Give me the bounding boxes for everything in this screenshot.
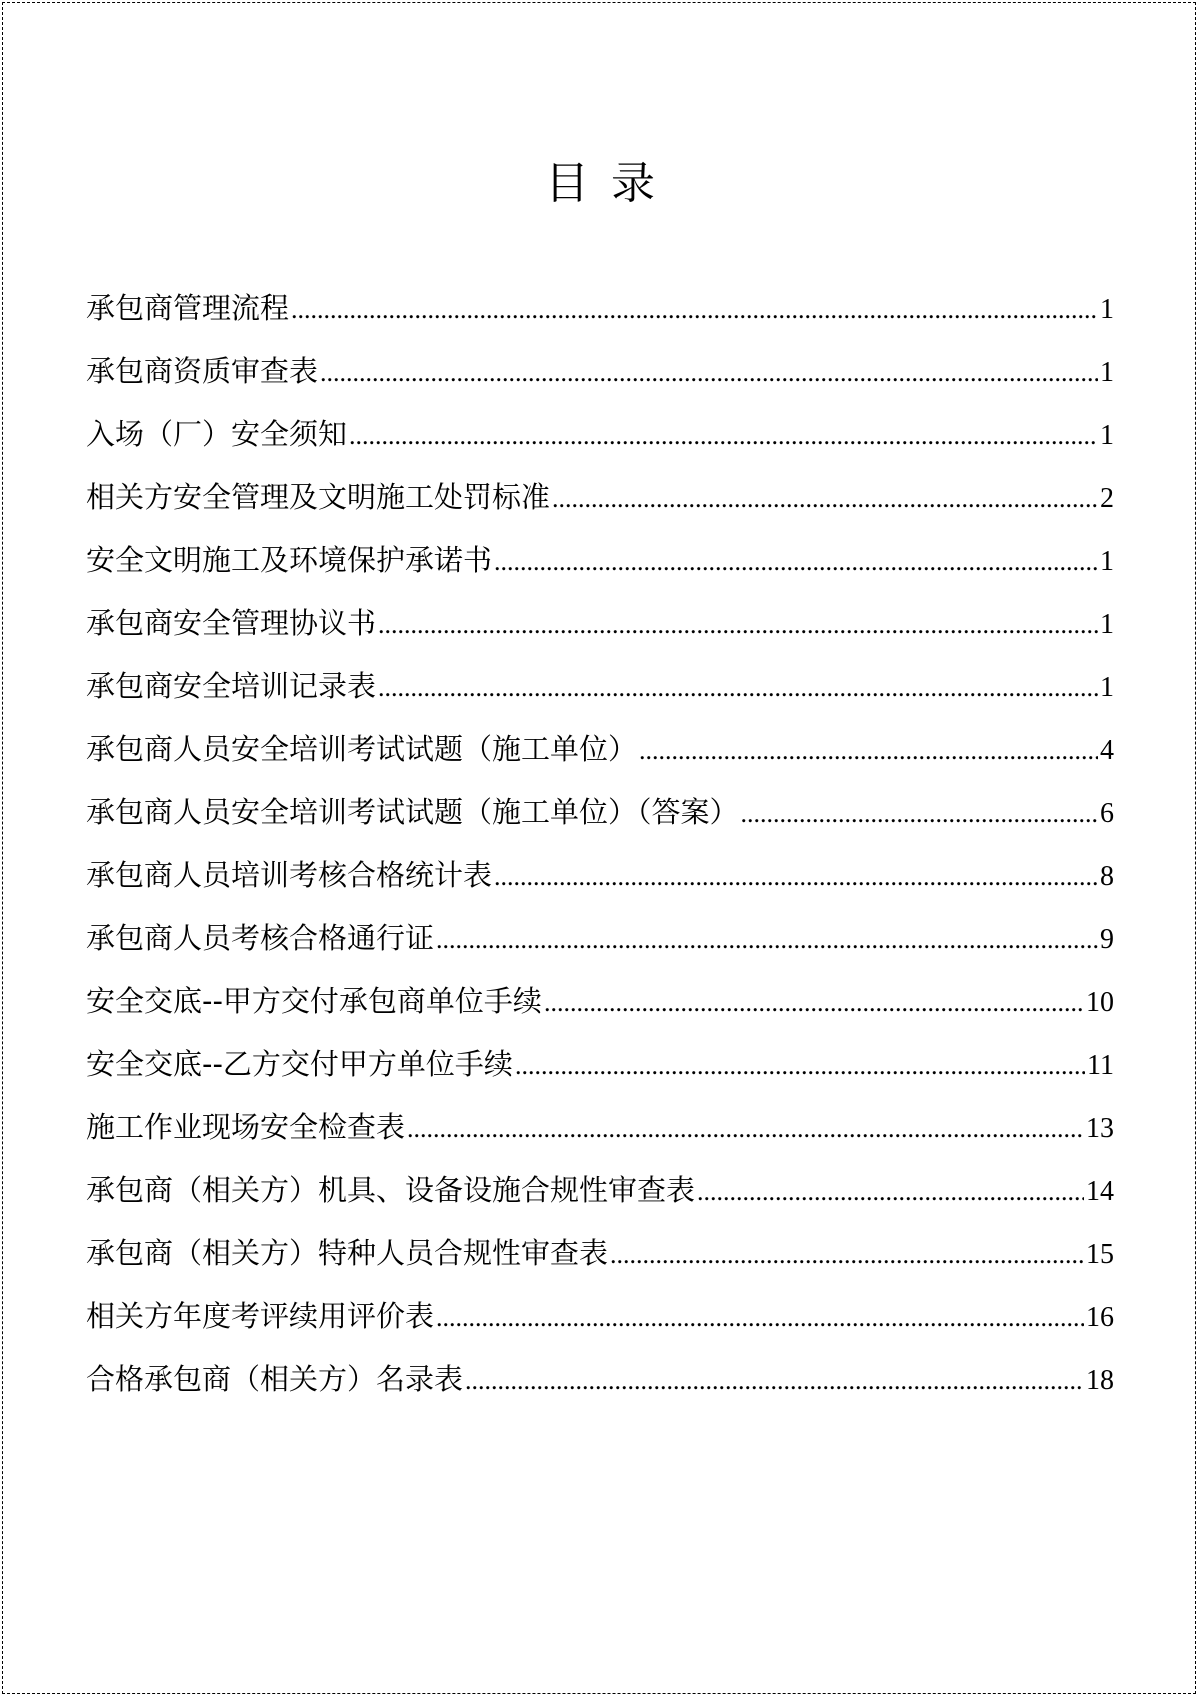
toc-page-number: 8 — [1100, 861, 1114, 892]
toc-dot-leader — [494, 544, 1098, 580]
toc-entry-title: 合格承包商（相关方）名录表 — [86, 1362, 464, 1396]
toc-entry-title: 安全文明施工及环境保护承诺书 — [86, 543, 493, 577]
toc-dot-leader — [552, 481, 1098, 517]
toc-page-number: 1 — [1100, 294, 1114, 325]
toc-entry[interactable] — [86, 731, 1114, 794]
toc-entry-title: 承包商人员安全培训考试试题（施工单位）（答案） — [86, 795, 739, 829]
toc-page-number: 1 — [1100, 672, 1114, 703]
toc-dot-leader — [378, 670, 1098, 706]
toc-entry-title: 承包商（相关方）特种人员合规性审查表 — [86, 1236, 609, 1270]
toc-entry[interactable] — [86, 1109, 1114, 1172]
toc-dot-leader — [349, 418, 1098, 454]
toc-entry[interactable] — [86, 1235, 1114, 1298]
toc-dot-leader — [436, 922, 1098, 958]
toc-entry[interactable] — [86, 605, 1114, 668]
toc-dot-leader — [465, 1363, 1084, 1399]
toc-dot-leader — [610, 1237, 1084, 1273]
toc-entry[interactable] — [86, 479, 1114, 542]
toc-page-number: 16 — [1086, 1302, 1114, 1333]
toc-page-number: 14 — [1086, 1176, 1114, 1207]
toc-page-number: 1 — [1100, 609, 1114, 640]
toc-entry[interactable] — [86, 983, 1114, 1046]
toc-entry-title: 安全交底--甲方交付承包商单位手续 — [86, 984, 542, 1018]
toc-page-number: 6 — [1100, 798, 1114, 829]
page-title: 目录 — [545, 158, 677, 209]
toc-entry-title: 入场（厂）安全须知 — [86, 417, 348, 451]
toc-page-number: 1 — [1100, 420, 1114, 451]
toc-entry[interactable] — [86, 1046, 1114, 1109]
toc-entry[interactable] — [86, 857, 1114, 920]
toc-entry-title: 承包商人员考核合格通行证 — [86, 921, 435, 955]
toc-entry[interactable] — [86, 353, 1114, 416]
toc-entry-title: 相关方安全管理及文明施工处罚标准 — [86, 480, 551, 514]
toc-page-number: 10 — [1086, 987, 1114, 1018]
toc-dot-leader — [697, 1174, 1084, 1210]
toc-entry-title: 承包商资质审查表 — [86, 354, 319, 388]
toc-entry-title: 承包商人员安全培训考试试题（施工单位） — [86, 732, 638, 766]
toc-entry-title: 承包商安全管理协议书 — [86, 606, 377, 640]
toc-entry[interactable] — [86, 668, 1114, 731]
toc-dot-leader — [639, 733, 1098, 769]
toc-entry-title: 承包商（相关方）机具、设备设施合规性审查表 — [86, 1173, 696, 1207]
toc-dot-leader — [741, 796, 1098, 832]
toc-page-number: 13 — [1086, 1113, 1114, 1144]
toc-page-number: 18 — [1086, 1365, 1114, 1396]
toc-page-number: 2 — [1100, 483, 1114, 514]
toc-entry-title: 相关方年度考评续用评价表 — [86, 1299, 435, 1333]
toc-dot-leader — [320, 355, 1098, 391]
toc-dot-leader — [378, 607, 1098, 643]
toc-page-number: 4 — [1100, 735, 1114, 766]
toc-page-number: 1 — [1100, 357, 1114, 388]
toc-entry-title: 承包商管理流程 — [86, 291, 290, 325]
table-of-contents — [86, 290, 1114, 1424]
toc-page-number: 9 — [1100, 924, 1114, 955]
toc-entry-title: 承包商人员培训考核合格统计表 — [86, 858, 493, 892]
toc-entry[interactable] — [86, 542, 1114, 605]
toc-entry-title: 施工作业现场安全检查表 — [86, 1110, 406, 1144]
toc-entry-title: 承包商安全培训记录表 — [86, 669, 377, 703]
toc-dot-leader — [494, 859, 1098, 895]
toc-entry[interactable] — [86, 920, 1114, 983]
toc-entry[interactable] — [86, 416, 1114, 479]
toc-page-number: 15 — [1086, 1239, 1114, 1270]
toc-entry[interactable] — [86, 290, 1114, 353]
toc-entry[interactable] — [86, 1361, 1114, 1424]
toc-entry[interactable] — [86, 1172, 1114, 1235]
toc-entry[interactable] — [86, 1298, 1114, 1361]
toc-dot-leader — [544, 985, 1084, 1021]
toc-dot-leader — [515, 1048, 1085, 1084]
toc-dot-leader — [407, 1111, 1084, 1147]
toc-entry-title: 安全交底--乙方交付甲方单位手续 — [86, 1047, 513, 1081]
toc-page-number: 11 — [1087, 1050, 1114, 1081]
toc-dot-leader — [291, 292, 1098, 328]
toc-entry[interactable] — [86, 794, 1114, 857]
toc-dot-leader — [436, 1300, 1084, 1336]
toc-page-number: 1 — [1100, 546, 1114, 577]
